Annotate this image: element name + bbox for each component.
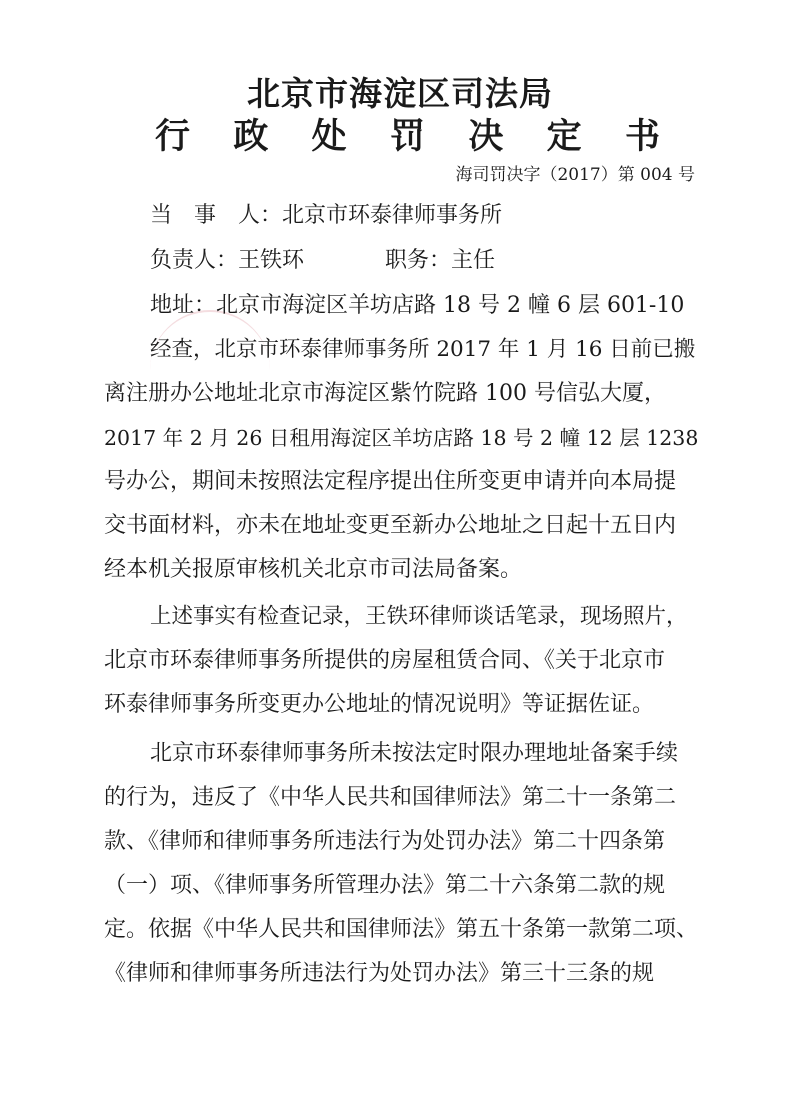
body-line: 号办公，期间未按照法定程序提出住所变更申请并向本局提: [104, 469, 677, 494]
issuing-organization: 北京市海淀区司法局: [247, 74, 553, 113]
body-line: 经查，北京市环泰律师事务所 2017 年 1 月 16 日前已搬: [150, 337, 696, 362]
body-line: 2017 年 2 月 26 日租用海淀区羊坊店路 18 号 2 幢 12 层 1238: [104, 426, 699, 450]
document-number: 海司罚决字（2017）第 004 号: [455, 165, 695, 185]
responsible-person: 负责人：王铁环: [150, 248, 305, 273]
body-line: 北京市环泰律师事务所提供的房屋租赁合同、《关于北京市: [104, 648, 666, 673]
title-char: 行: [155, 116, 191, 157]
party-name-line: 当 事 人：北京市环泰律师事务所: [150, 203, 503, 228]
address-line: 地址：北京市海淀区羊坊店路 18 号 2 幢 6 层 601-10: [150, 293, 685, 318]
title-char: 书: [624, 116, 660, 157]
body-line: 定。依据《中华人民共和国律师法》第五十条第一款第二项、: [104, 917, 699, 942]
title-char: 罚: [389, 116, 425, 157]
body-line: 的行为，违反了《中华人民共和国律师法》第二十一条第二: [104, 785, 677, 810]
body-line: 经本机关报原审核机关北京市司法局备案。: [104, 557, 523, 582]
body-line: 环泰律师事务所变更办公地址的情况说明》等证据佐证。: [104, 692, 655, 717]
title-char: 处: [311, 116, 347, 157]
body-line: 《律师和律师事务所违法行为处罚办法》第三十三条的规: [104, 961, 655, 986]
body-line: （一）项、《律师事务所管理办法》第二十六条第二款的规: [104, 873, 666, 898]
title-char: 政: [233, 116, 269, 157]
title-char: 定: [546, 116, 582, 157]
title-char: 决: [468, 116, 504, 157]
body-line: 交书面材料，亦未在地址变更至新办公地址之日起十五日内: [104, 513, 677, 538]
position: 职务：主任: [385, 248, 496, 273]
body-line: 离注册办公地址北京市海淀区紫竹院路 100 号信弘大厦，: [104, 381, 666, 406]
body-line: 北京市环泰律师事务所未按法定时限办理地址备案手续: [150, 741, 679, 766]
body-line: 上述事实有检查记录，王铁环律师谈话笔录，现场照片，: [150, 604, 688, 629]
document-title: [155, 114, 660, 160]
body-line: 款、《律师和律师事务所违法行为处罚办法》第二十四条第: [104, 829, 666, 854]
